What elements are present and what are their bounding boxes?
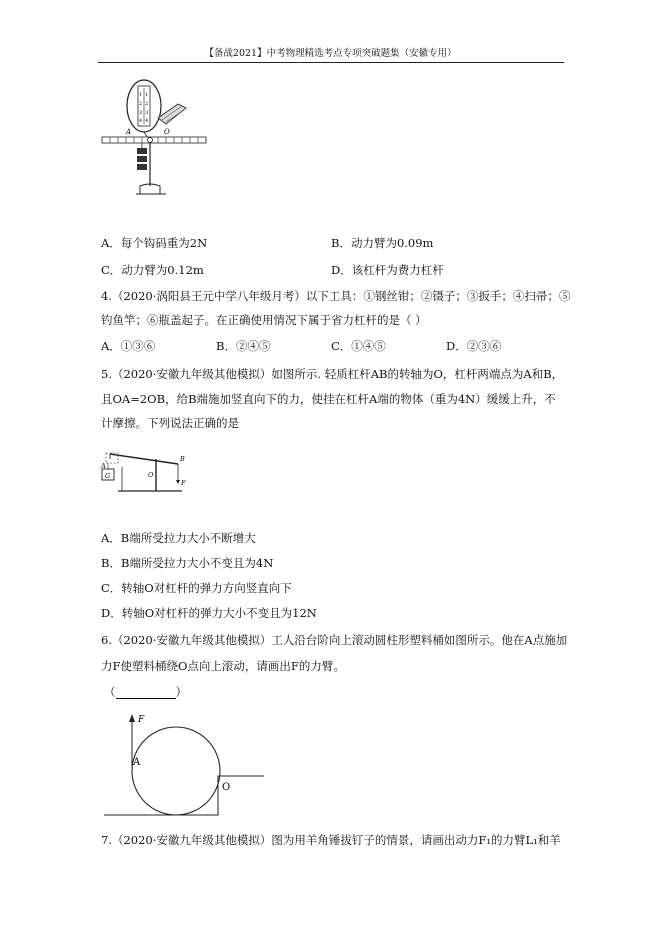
svg-text:4: 4 bbox=[145, 118, 149, 124]
q5-figure bbox=[98, 447, 198, 497]
q4-option-d: D．②③⑥ bbox=[446, 339, 502, 353]
q5-stem-line2: 且OA=2OB，给B端施加竖直向下的力，使挂在杠杆A端的物体（重为4N）缓缓上升，不 bbox=[101, 392, 556, 406]
q6-paren-close: ） bbox=[175, 685, 187, 699]
q6-answer-blank[interactable] bbox=[104, 684, 187, 700]
svg-text:1: 1 bbox=[139, 92, 143, 98]
q5-label-g: G bbox=[105, 472, 111, 480]
svg-text:2: 2 bbox=[139, 101, 143, 107]
q6-blank-line bbox=[116, 687, 176, 699]
q3-option-b: B．动力臂为0.09m bbox=[331, 236, 434, 250]
q3-option-c: C．动力臂为0.12m bbox=[101, 263, 204, 277]
header-rule bbox=[98, 62, 564, 63]
q4-stem-line2: 钓鱼竿；⑥瓶盖起子。在正确使用情况下属于省力杠杆的是（ ） bbox=[101, 313, 427, 327]
q5-label-a: A bbox=[101, 462, 106, 470]
q3-label-o: O bbox=[164, 128, 170, 136]
q5-label-f: F bbox=[181, 479, 186, 487]
svg-text:3: 3 bbox=[145, 110, 149, 116]
q6-label-a: A bbox=[133, 757, 141, 768]
q5-label-b: B bbox=[180, 455, 185, 463]
q5-option-c: C．转轴O对杠杆的弹力方向竖直向下 bbox=[101, 581, 292, 595]
page-header: 【备战2021】中考物理精选考点专项突破题集（安徽专用） bbox=[204, 48, 457, 59]
q6-paren-open: （ bbox=[104, 685, 116, 699]
q4-option-a: A．①③⑥ bbox=[101, 339, 156, 353]
q5-stem-line1: 5.（2020·安徽九年级其他模拟）如图所示. 轻质杠杆AB的转轴为O，杠杆两端点为A和B， bbox=[101, 367, 564, 381]
q5-option-d: D．转轴O对杠杆的弹力大小不变且为12N bbox=[101, 606, 317, 620]
q3-option-a: A．每个钩码重为2N bbox=[101, 236, 208, 250]
q4-stem-line1: 4.（2020·涡阳县王元中学八年级月考）以下工具：①钢丝钳；②镊子；③扳手；④扫帚；⑤ bbox=[101, 289, 571, 303]
q6-label-o: O bbox=[222, 782, 231, 793]
q3-label-a: A bbox=[126, 128, 132, 136]
q4-option-c: C．①④⑤ bbox=[331, 339, 386, 353]
q6-stem-line1: 6.（2020·安徽九年级其他模拟）工人沿台阶向上滚动圆柱形塑料桶如图所示。他在A点施加 bbox=[101, 633, 568, 647]
svg-text:1: 1 bbox=[145, 92, 149, 98]
svg-text:3: 3 bbox=[139, 110, 143, 116]
q4-option-b: B．②④⑤ bbox=[216, 339, 271, 353]
q3-figure bbox=[100, 78, 210, 198]
q3-option-d: D．该杠杆为费力杠杆 bbox=[331, 263, 444, 277]
svg-text:4: 4 bbox=[139, 118, 143, 124]
q5-stem-line3: 计摩擦。下列说法正确的是 bbox=[101, 416, 239, 430]
q6-stem-line2: 力F使塑料桶绕O点向上滚动，请画出F的力臂。 bbox=[101, 659, 345, 673]
q6-figure bbox=[100, 710, 270, 820]
q5-label-o: O bbox=[148, 471, 154, 479]
q6-label-f: F bbox=[138, 715, 145, 725]
svg-text:2: 2 bbox=[145, 101, 149, 107]
q5-option-a: A．B端所受拉力大小不断增大 bbox=[101, 531, 256, 545]
q7-stem-line1: 7.（2020·安徽九年级其他模拟）图为用羊角锤拔钉子的情景，请画出动力F₁的力臂L₁和羊 bbox=[101, 833, 561, 847]
q5-option-b: B．B端所受拉力大小不变且为4N bbox=[101, 556, 274, 570]
